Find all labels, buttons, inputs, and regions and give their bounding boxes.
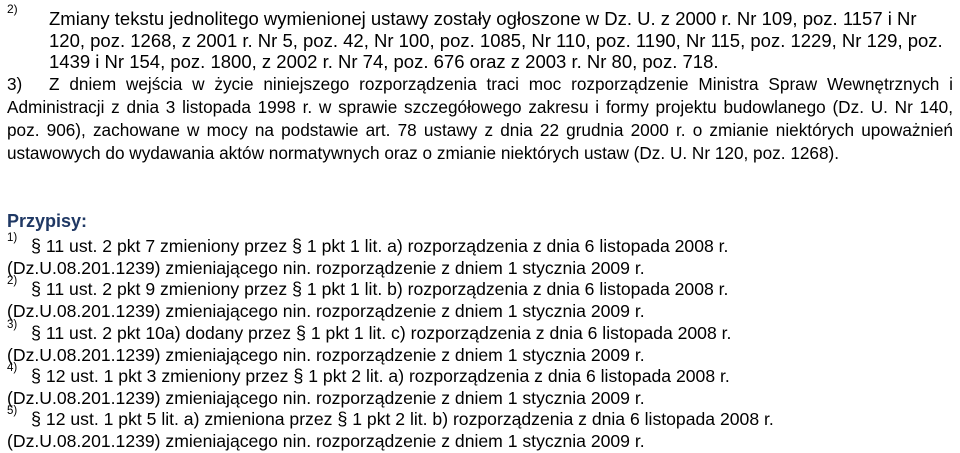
- footnote-3: [7, 73, 953, 165]
- przypis-marker: 2): [7, 275, 18, 288]
- przypis-marker: 4): [7, 361, 18, 374]
- paragraph-icon: §: [292, 236, 303, 256]
- paragraph-icon: §: [31, 365, 42, 386]
- paragraph-icon: §: [293, 365, 304, 386]
- paragraph-icon: §: [31, 322, 42, 343]
- paragraph-icon: §: [295, 322, 306, 343]
- przypis-amended-provision: 11 ust. 2 pkt 9 zmieniony przez: [45, 279, 288, 300]
- przypis-line-2: (Dz.U.08.201.1239) zmieniającego nin. rozporządzenie z dniem 1 stycznia 2009 r.: [7, 344, 645, 365]
- przypis-line-1: [31, 279, 728, 301]
- przypis-amending-act: 1 pkt 2 lit. b) rozporządzenia z dnia 6 listopada 2008 r.: [352, 409, 774, 430]
- paragraph-icon: §: [292, 279, 303, 300]
- przypis-amending-act: 1 pkt 1 lit. b) rozporządzenia z dnia 6 listopada 2008 r.: [306, 279, 729, 300]
- przypis-amended-provision: 12 ust. 1 pkt 5 lit. a) zmieniona przez: [45, 409, 333, 430]
- przypis-line-2: (Dz.U.08.201.1239) zmieniającego nin. rozporządzenie z dniem 1 stycznia 2009 r.: [7, 387, 645, 408]
- przypisy-heading: Przypisy:: [7, 211, 88, 231]
- przypis-item: [7, 404, 957, 452]
- footnote-2-text: Zmiany tekstu jednolitego wymienionej ustawy zostały ogłoszone w Dz. U. z 2000 r. Nr 109, poz. 1157 i Nr 120, poz. 1268, z 2001 r. Nr 5, poz. 42, Nr 100, poz. 1085, Nr 110, poz. 1190, Nr 115, poz. 1229, Nr 129, poz. 1439 i Nr 154, poz. 1800, z 2002 r. Nr 74, poz. 676 oraz z 2003 r. Nr 80, poz. 718.: [49, 8, 943, 72]
- przypis-line-2: (Dz.U.08.201.1239) zmieniającego nin. rozporządzenie z dniem 1 stycznia 2009 r.: [7, 258, 645, 278]
- przypis-marker: 1): [7, 232, 18, 244]
- przypis-amended-provision: 11 ust. 2 pkt 7 zmieniony przez: [45, 236, 288, 256]
- przypis-marker: 5): [7, 405, 18, 418]
- przypis-item: [7, 361, 957, 408]
- footnote-3-text: Z dniem wejścia w życie niniejszego rozporządzenia traci moc rozporządzenie Ministra Spraw Wewnętrznych i Administracji z dnia 3 listopada 1998 r. w sprawie szczegółowego zakresu i formy projektu budowlanego (Dz. U. Nr 140, poz. 906), zachowane w mocy na podstawie art. 78 ustawy z dnia 22 grudnia 2000 r. o zmianie niektórych upoważnień ustawowych do wydawania aktów normatywnych oraz o zmianie niektórych ustaw (Dz. U. Nr 120, poz. 1268).: [7, 74, 953, 163]
- przypisy-list: [7, 231, 957, 452]
- przypis-line-1: [31, 236, 728, 258]
- footnote-2: [7, 2, 957, 73]
- przypis-amended-provision: 12 ust. 1 pkt 3 zmieniony przez: [45, 365, 289, 386]
- przypis-line-2: (Dz.U.08.201.1239) zmieniającego nin. rozporządzenie z dniem 1 stycznia 2009 r.: [7, 431, 645, 452]
- przypis-line-1: [31, 366, 730, 388]
- paragraph-icon: §: [31, 236, 42, 256]
- przypis-amending-act: 1 pkt 1 lit. c) rozporządzenia z dnia 6 listopada 2008 r.: [310, 322, 732, 343]
- przypis-line-2: (Dz.U.08.201.1239) zmieniającego nin. rozporządzenie z dniem 1 stycznia 2009 r.: [7, 301, 645, 322]
- przypis-line-1: [31, 409, 774, 431]
- przypis-item: [7, 231, 957, 278]
- paragraph-icon: §: [31, 409, 42, 430]
- przypis-item: [7, 274, 957, 322]
- footnote-3-marker: 3): [7, 74, 23, 94]
- przypis-line-1: [31, 323, 731, 345]
- paragraph-icon: §: [337, 409, 348, 430]
- przypis-item: [7, 318, 957, 365]
- przypis-amending-act: 1 pkt 2 lit. a) rozporządzenia z dnia 6 listopada 2008 r.: [308, 365, 730, 386]
- footnote-2-marker: 2): [7, 2, 18, 16]
- przypis-amended-provision: 11 ust. 2 pkt 10a) dodany przez: [45, 322, 292, 343]
- przypis-amending-act: 1 pkt 1 lit. a) rozporządzenia z dnia 6 listopada 2008 r.: [306, 236, 729, 256]
- przypis-marker: 3): [7, 318, 18, 331]
- paragraph-icon: §: [31, 279, 42, 300]
